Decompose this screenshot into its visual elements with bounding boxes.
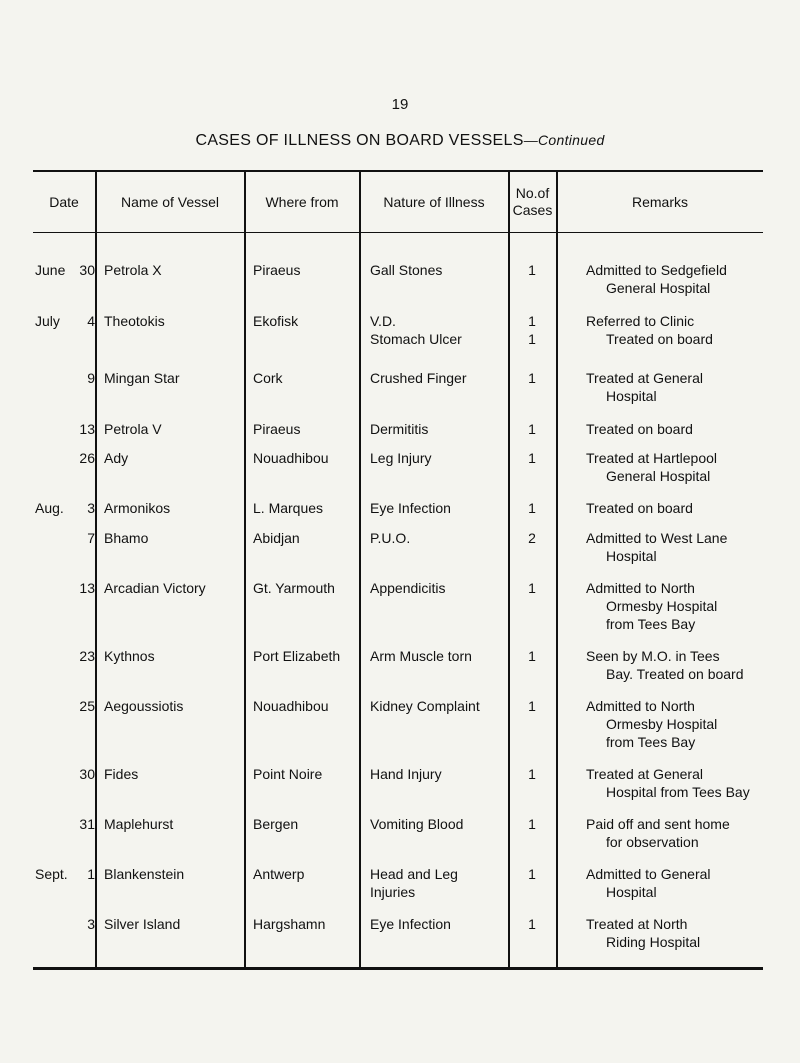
where-from: Hargshamn [253,916,326,932]
title-continued: —Continued [523,132,605,148]
date-day: 7 [87,530,95,546]
remarks-line: General Hospital [606,468,711,484]
header-illness: Nature of Illness [383,193,485,210]
remarks [586,697,761,751]
illness-line: Head and Leg [370,866,458,882]
cases-count-line: 1 [528,866,536,882]
remarks [586,579,761,633]
cases-count [507,815,557,833]
date-day: 9 [87,370,95,386]
illness-line: Appendicitis [370,580,446,596]
remarks-line: Treated at Hartlepool [586,450,717,466]
cases-count-line: 1 [528,816,536,832]
date-day: 31 [79,816,95,832]
date-day: 30 [79,766,95,782]
remarks-line: from Tees Bay [606,734,696,750]
remarks-line: Referred to Clinic [586,313,695,329]
remarks [586,529,761,565]
header-rule [33,232,763,233]
remarks [586,815,761,851]
cases-count-line: 1 [528,262,536,278]
illness-line: Leg Injury [370,450,432,466]
illness-line: Dermititis [370,421,429,437]
vessel-name: Petrola X [104,262,162,278]
vessel-name: Arcadian Victory [104,580,206,596]
cases-count [507,915,557,933]
illness-line: V.D. [370,313,396,329]
remarks-line: Bay. Treated on board [606,666,744,682]
cases-count-line: 1 [528,580,536,596]
header-cases-line2: Cases [512,202,553,218]
cases-count-line: 1 [528,450,536,466]
vessel-name: Armonikos [104,500,171,516]
header-remarks: Remarks [631,193,688,210]
remarks-line: Admitted to General [586,866,711,882]
cases-count [507,312,557,348]
where-from: Abidjan [253,530,300,546]
date-month: July [35,313,60,329]
remarks-line: Treated on board [586,500,693,516]
cases-count [507,697,557,715]
where-from: Bergen [253,816,299,832]
remarks-line: Ormesby Hospital [606,716,718,732]
illness-line: Stomach Ulcer [370,331,462,347]
cases-count-line: 2 [528,530,536,546]
where-from: L. Marques [253,500,324,516]
cases-count [507,261,557,279]
cases-count-line: 1 [528,698,536,714]
remarks-line: for observation [606,834,699,850]
remarks-line: Treated at North [586,916,688,932]
where-from: Port Elizabeth [253,648,341,664]
remarks [586,420,761,438]
illness-line: Arm Muscle torn [370,648,472,664]
page-title [0,132,800,150]
date-day: 25 [79,698,95,714]
date-month: Sept. [35,866,68,882]
vessel-name: Petrola V [104,421,162,437]
where-from: Gt. Yarmouth [253,580,335,596]
remarks [586,449,761,485]
vessel-name: Aegoussiotis [104,698,184,714]
column-divider [556,172,558,967]
cases-count [507,369,557,387]
illness-line: Eye Infection [370,500,451,516]
illness-line: P.U.O. [370,530,411,546]
remarks-line: Hospital [606,388,657,404]
cases-count [507,420,557,438]
vessel-name: Mingan Star [104,370,180,386]
date-month: Aug. [35,500,64,516]
vessel-name: Maplehurst [104,816,174,832]
remarks [586,499,761,517]
cases-count-line: 1 [528,766,536,782]
cases-count-line: 1 [528,313,536,329]
date-day: 23 [79,648,95,664]
remarks-line: Admitted to West Lane [586,530,728,546]
remarks-line: Admitted to North [586,580,695,596]
illness-line: Vomiting Blood [370,816,464,832]
remarks-line: Treated at General [586,766,703,782]
header-cases [509,172,556,232]
vessel-name: Silver Island [104,916,181,932]
vessel-name: Ady [104,450,129,466]
remarks [586,915,761,951]
column-divider [95,172,97,967]
cases-count-line: 1 [528,916,536,932]
where-from: Piraeus [253,262,301,278]
where-from: Nouadhibou [253,698,329,714]
date-day: 1 [87,866,95,882]
remarks [586,765,761,801]
where-from: Antwerp [253,866,305,882]
cases-count-line: 1 [528,648,536,664]
illness-line: Hand Injury [370,766,442,782]
where-from: Nouadhibou [253,450,329,466]
remarks-line: Paid off and sent home [586,816,730,832]
remarks [586,865,761,901]
remarks-line: General Hospital [606,280,711,296]
date-day: 13 [79,421,95,437]
column-divider [244,172,246,967]
date-day: 3 [87,916,95,932]
cases-count [507,499,557,517]
page-number: 19 [391,96,409,113]
header-cases-line1: No.of [515,185,550,201]
remarks [586,261,761,297]
vessel-name: Kythnos [104,648,155,664]
remarks-line: Treated at General [586,370,703,386]
remarks [586,312,761,348]
header-date: Date [49,193,79,210]
illness-line: Kidney Complaint [370,698,480,714]
remarks-line: Treated on board [586,421,693,437]
illness-line: Gall Stones [370,262,443,278]
where-from: Ekofisk [253,313,299,329]
remarks-line: Seen by M.O. in Tees [586,648,720,664]
remarks-line: Admitted to Sedgefield [586,262,727,278]
remarks-line: Hospital from Tees Bay [606,784,750,800]
cases-count [507,579,557,597]
vessel-name: Bhamo [104,530,149,546]
cases-count [507,529,557,547]
cases-count [507,765,557,783]
cases-count [507,865,557,883]
illness-line: Crushed Finger [370,370,467,386]
remarks-line: from Tees Bay [606,616,696,632]
cases-count [507,449,557,467]
remarks [586,369,761,405]
header-vessel: Name of Vessel [120,193,220,210]
date-day: 13 [79,580,95,596]
column-divider [508,172,510,967]
cases-count-line: 1 [528,370,536,386]
where-from: Point Noire [253,766,323,782]
where-from: Piraeus [253,421,301,437]
illness-line: Injuries [370,884,416,900]
remarks-line: Hospital [606,884,657,900]
remarks [586,647,761,683]
cases-count-line: 1 [528,500,536,516]
remarks-line: Riding Hospital [606,934,701,950]
date-month: June [35,262,66,278]
illness-line: Eye Infection [370,916,451,932]
date-day: 30 [79,262,95,278]
where-from: Cork [253,370,283,386]
date-day: 4 [87,313,95,329]
remarks-line: Admitted to North [586,698,695,714]
vessel-name: Theotokis [104,313,165,329]
cases-count [507,647,557,665]
illness-table [33,170,763,972]
remarks-line: Treated on board [606,331,713,347]
remarks-line: Ormesby Hospital [606,598,718,614]
date-day: 3 [87,500,95,516]
cases-count-line: 1 [528,421,536,437]
date-day: 26 [79,450,95,466]
cases-count-line: 1 [528,331,536,347]
header-from: Where from [265,193,339,210]
column-divider [359,172,361,967]
vessel-name: Fides [104,766,139,782]
table-bottom-rule [33,967,763,970]
title-text: CASES OF ILLNESS ON BOARD VESSELS [195,132,524,149]
remarks-line: Hospital [606,548,657,564]
vessel-name: Blankenstein [104,866,185,882]
